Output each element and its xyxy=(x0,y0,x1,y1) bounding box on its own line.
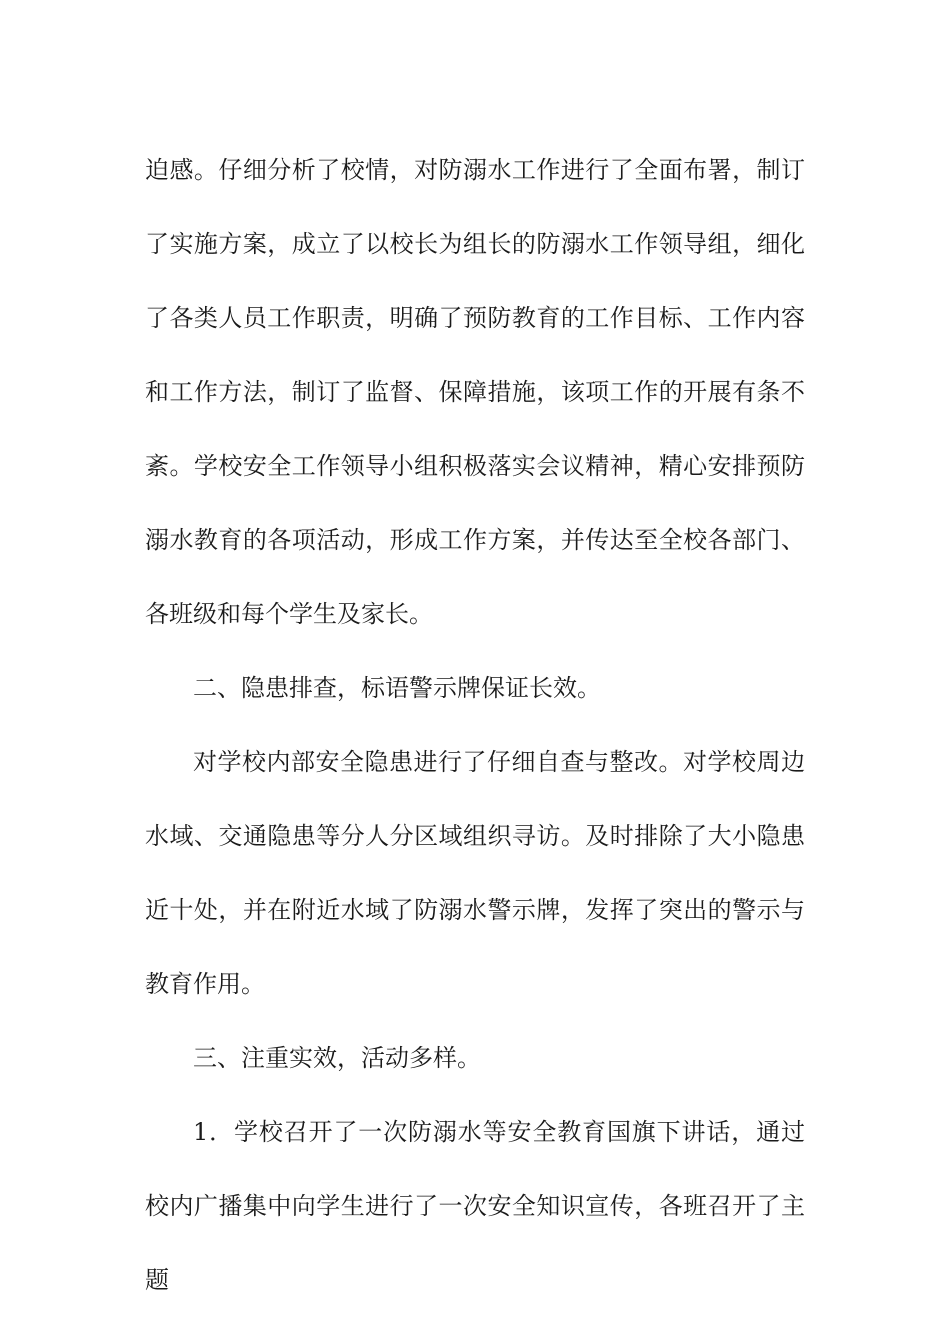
document-body xyxy=(145,133,805,1317)
section-heading-hazard-check: 二、隐患排查，标语警示牌保证长效。 xyxy=(193,674,601,702)
paragraph-hazard-check: 对学校内部安全隐患进行了仔细自查与整改。对学校周边水域、交通隐患等分人分区域组织寻访。及时排除了大小隐患近十处，并在附近水域了防溺水警示牌，发挥了突出的警示与教育作用。 xyxy=(145,748,805,998)
paragraph-activity-1: 1．学校召开了一次防溺水等安全教育国旗下讲话，通过校内广播集中向学生进行了一次安全知识宣传，各班召开了主题 xyxy=(145,1118,805,1294)
paragraph-continuation: 迫感。仔细分析了校情，对防溺水工作进行了全面布署，制订了实施方案，成立了以校长为组长的防溺水工作领导组，细化了各类人员工作职责，明确了预防教育的工作目标、工作内容和工作方法，制订了监督、保障措施，该项工作的开展有条不紊。学校安全工作领导小组积极落实会议精神，精心安排预防溺水教育的各项活动，形成工作方案，并传达至全校各部门、各班级和每个学生及家长。 xyxy=(145,156,805,628)
section-heading-activities: 三、注重实效，活动多样。 xyxy=(193,1044,481,1072)
